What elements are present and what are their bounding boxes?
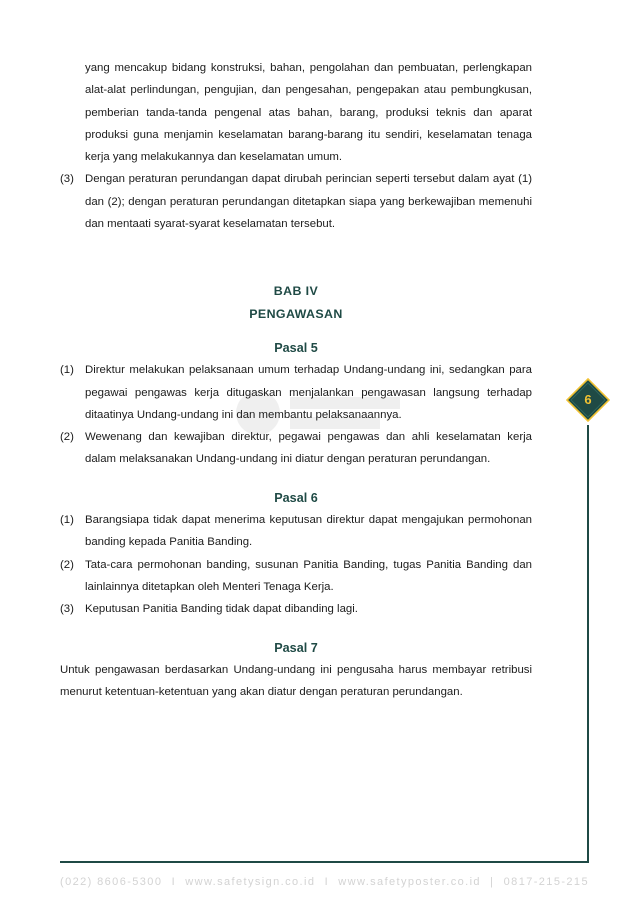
document-body [60,57,532,703]
footer-mobile: 0817-215-215 [503,876,589,888]
chapter-number: BAB IV [273,284,319,299]
intro-continuation: yang mencakup bidang konstruksi, bahan, pengolahan dan pembuatan, perlengkapan alat-alat perlindungan, pengujian, dan pengesahan, pengepakan atau pembungkusan, pemberian tanda-tanda pengenal atas bahan, barang, produksi teknis dan aparat produksi guna menjamin keselamatan barang-barang itu sendiri, keselamatan tenaga kerja yang melakukannya dan keselamatan umum. [85,62,532,164]
pasal-6-title: Pasal 6 [274,490,318,505]
item-number: (3) [60,603,74,616]
footer [60,876,589,888]
item-number: (2) [60,558,74,571]
footer-separator: | [490,876,495,888]
chapter-title: PENGAWASAN [249,306,343,321]
item-number: (1) [60,364,74,377]
item-text: Direktur melakukan pelaksanaan umum terhadap Undang-undang ini, sedangkan para pegawai pengawas kerja ditugaskan menjalankan pengawasan langsung terhadap ditaatinya Undang-undang ini dan membantu pelaksanaannya. [85,364,532,421]
pasal-7-title: Pasal 7 [274,640,318,655]
item-text: Tata-cara permohonan banding, susunan Panitia Banding, tugas Panitia Banding dan lainlainnya ditetapkan oleh Menteri Tenaga Kerja. [85,558,532,593]
footer-phone: (022) 8606-5300 [60,876,163,888]
pasal-6-item-1 [60,509,532,554]
footer-separator: I [171,876,177,888]
item-number: (3) [60,173,74,186]
item-number: (1) [60,514,74,527]
pasal-5-item-2 [60,426,532,471]
footer-separator: I [324,876,330,888]
item-text: Keputusan Panitia Banding tidak dapat dibanding lagi. [85,603,358,616]
pasal-5-item-1 [60,359,532,426]
page-number: 6 [584,392,592,407]
pasal-6-item-3 [60,598,532,620]
footer-website-2[interactable]: www.safetyposter.co.id [338,876,481,888]
page-border-vertical [587,425,589,863]
intro-item-3 [60,168,532,235]
item-text: Wewenang dan kewajiban direktur, pegawai pengawas dan ahli keselamatan kerja dalam melaksanakan Undang-undang ini diatur dengan peraturan perundangan. [85,431,532,466]
item-number: (2) [60,431,74,444]
pasal-5-title: Pasal 5 [274,340,318,355]
item-text: Barangsiapa tidak dapat menerima keputusan direktur dapat mengajukan permohonan banding kepada Panitia Banding. [85,514,532,549]
footer-website-1[interactable]: www.safetysign.co.id [185,876,316,888]
pasal-7-text: Untuk pengawasan berdasarkan Undang-undang ini pengusaha harus membayar retribusi menurut ketentuan-ketentuan yang akan diatur dengan peraturan perundangan. [60,663,532,699]
pasal-6-item-2 [60,554,532,599]
item-text: Dengan peraturan perundangan dapat dirubah perincian seperti tersebut dalam ayat (1) dan (2); dengan peraturan perundangan ditetapkan siapa yang berkewajiban memenuhi dan mentaati syarat-syarat keselamatan tersebut. [85,173,532,231]
page-border-horizontal [60,861,589,863]
